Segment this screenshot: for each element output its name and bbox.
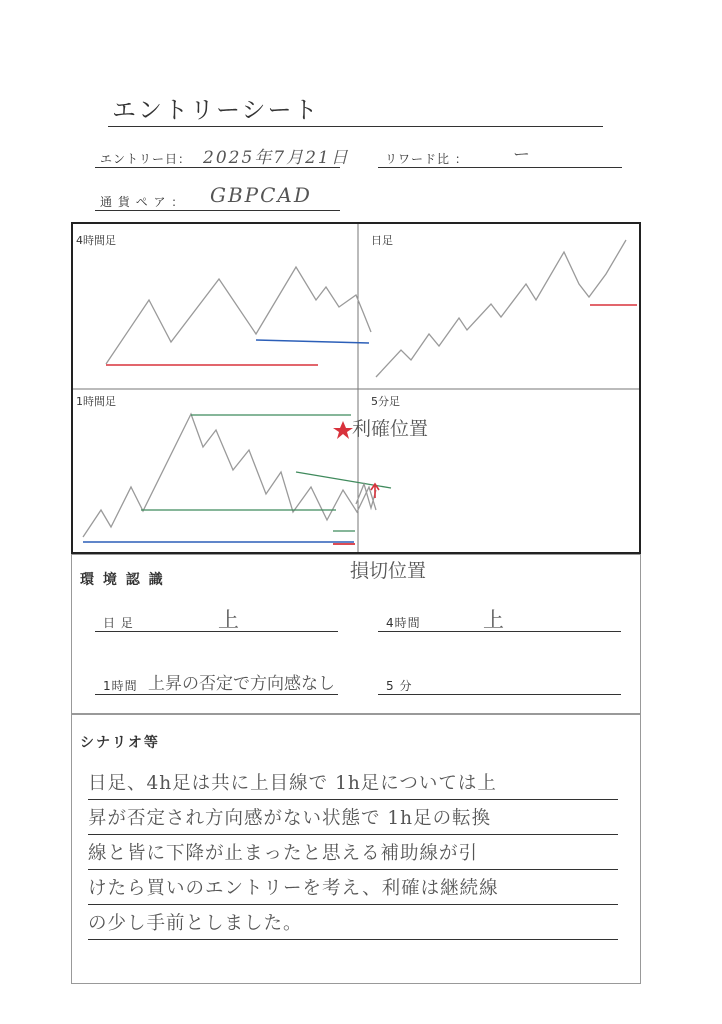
reward-ratio-label: リワード比 ：	[385, 152, 468, 166]
env-daily-value: 上	[218, 608, 239, 632]
chart-label-h4: 4時間足	[76, 234, 116, 247]
scenario-line: けたら買いのエントリーを考え、利確は継続線	[88, 878, 499, 899]
scenario-line: 線と皆に下降が止まったと思える補助線が引	[88, 843, 479, 864]
take-profit-note: 利確位置	[352, 418, 429, 440]
scenario-line: の少し手前としました。	[88, 913, 303, 934]
env-daily-underline	[95, 631, 338, 632]
currency-pair-label: 通 貨 ペ ア ：	[100, 195, 185, 209]
entry-date-value: 2025年7月21日	[203, 148, 350, 168]
env-h4-label: 4時間	[386, 616, 421, 630]
env-h4-underline	[378, 631, 621, 632]
chart-label-daily: 日足	[371, 234, 393, 247]
scenario-title: シナリオ等	[80, 735, 160, 751]
scenario-text	[88, 766, 628, 941]
h4-price-path	[106, 267, 371, 364]
env-daily-label: 日 足	[103, 616, 134, 630]
currency-pair-underline	[95, 210, 340, 211]
env-h1-label: 1時間	[103, 679, 138, 693]
env-h1-value: 上昇の否定で方向感なし	[148, 674, 335, 694]
environment-title: 環 境 認 識	[80, 572, 165, 588]
reward-ratio-underline	[378, 167, 622, 168]
title-underline	[108, 126, 603, 127]
chart-label-m5: 5分足	[371, 395, 400, 408]
scenario-line: 日足、4h足は共に上目線で 1h足については上	[88, 773, 497, 794]
entry-date-underline	[95, 167, 340, 168]
daily-price-path	[376, 240, 626, 377]
env-h1-underline	[95, 694, 338, 695]
h4-resistance-line-blue	[256, 340, 369, 343]
sheet-title: エントリーシート	[112, 96, 320, 124]
take-profit-star-red	[333, 421, 353, 439]
currency-pair-value: GBPCAD	[210, 183, 312, 207]
scenario-line: 昇が否定され方向感がない状態で 1h足の転換	[88, 808, 492, 829]
env-m5-underline	[378, 694, 621, 695]
entry-date-label: エントリー日：	[100, 152, 192, 166]
env-m5-label: 5 分	[386, 679, 413, 693]
env-h4-value: 上	[483, 608, 504, 632]
reward-ratio-value: ー	[513, 145, 532, 165]
h1-price-path	[83, 414, 376, 537]
stop-loss-note: 損切位置	[350, 560, 427, 582]
chart-label-h1: 1時間足	[76, 395, 116, 408]
chart-drawings	[71, 222, 641, 554]
